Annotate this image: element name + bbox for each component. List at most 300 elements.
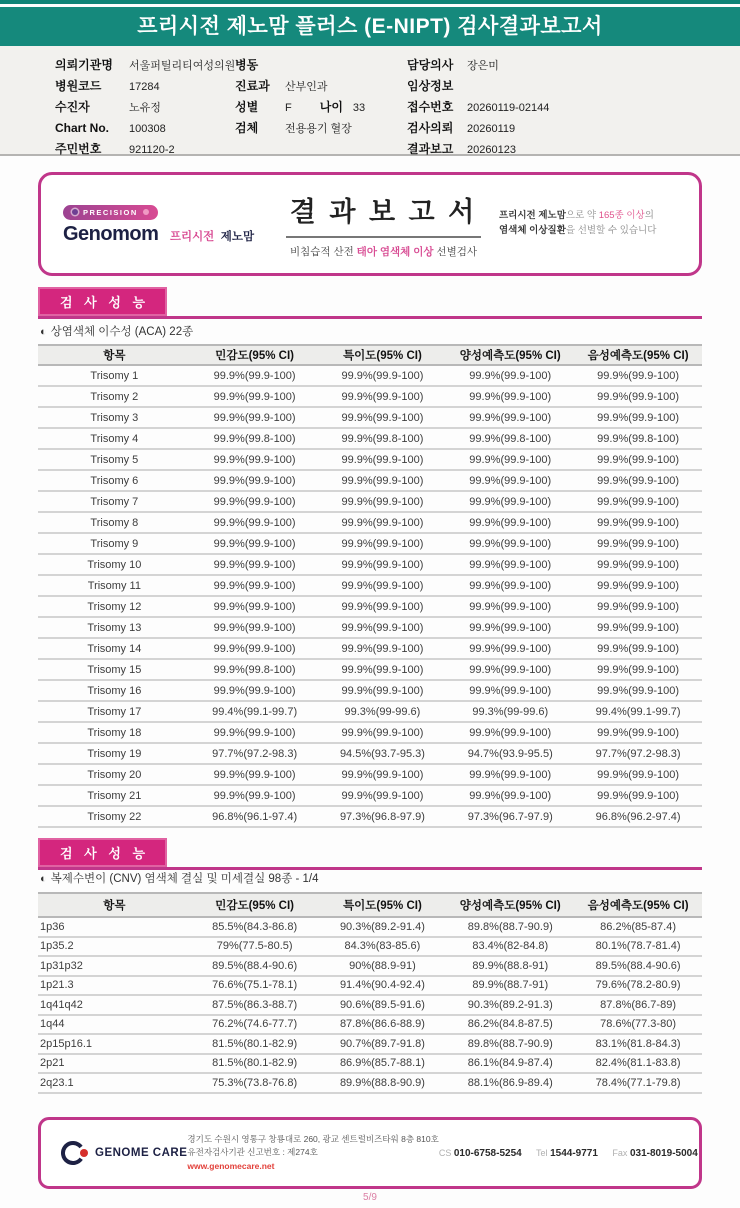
table-header-row bbox=[38, 893, 702, 917]
table-cell: 99.9%(99.9-100) bbox=[191, 470, 319, 491]
table-cell: Trisomy 16 bbox=[38, 680, 191, 701]
table-cell: 99.9%(99.9-100) bbox=[191, 785, 319, 806]
table-cell: 99.9%(99.9-100) bbox=[191, 449, 319, 470]
col-header-ppv: 양성예측도(95% CI) bbox=[446, 345, 574, 365]
table-cell: 99.9%(99.9-100) bbox=[574, 491, 702, 512]
table-row bbox=[38, 937, 702, 957]
table-cell: Trisomy 3 bbox=[38, 407, 191, 428]
brand-line bbox=[63, 223, 268, 246]
table-cell: 99.9%(99.9-100) bbox=[446, 722, 574, 743]
field-value: F bbox=[285, 102, 292, 114]
table-cell: 89.9%(88.8-90.9) bbox=[319, 1073, 447, 1093]
table-cell: 89.5%(88.4-90.6) bbox=[574, 956, 702, 976]
table-row bbox=[38, 764, 702, 785]
table-cell: 99.9%(99.9-100) bbox=[446, 491, 574, 512]
table-cell: 99.9%(99.9-100) bbox=[319, 491, 447, 512]
field-label: 병동 bbox=[235, 58, 259, 72]
tel-number: 1544-9771 bbox=[550, 1147, 598, 1159]
table-cell: 99.9%(99.9-100) bbox=[319, 575, 447, 596]
table-cell: Trisomy 19 bbox=[38, 743, 191, 764]
field-value: 20260123 bbox=[467, 144, 516, 156]
table-cell: Trisomy 7 bbox=[38, 491, 191, 512]
table-cell: 99.9%(99.9-100) bbox=[319, 533, 447, 554]
banner-title: 결 과 보 고 서 bbox=[286, 190, 481, 238]
table-cell: 99.9%(99.9-100) bbox=[574, 512, 702, 533]
table-cell: 79%(77.5-80.5) bbox=[191, 937, 319, 957]
table-header bbox=[38, 345, 702, 365]
table-cell: 99.9%(99.9-100) bbox=[319, 407, 447, 428]
table-cell: 99.9%(99.9-100) bbox=[319, 680, 447, 701]
table-cell: 87.8%(86.7-89) bbox=[574, 995, 702, 1015]
table-cell: 99.9%(99.9-100) bbox=[319, 638, 447, 659]
field-label: 성별 bbox=[235, 100, 259, 114]
table-cell: 99.9%(99.9-100) bbox=[319, 722, 447, 743]
table-cell: 99.4%(99.1-99.7) bbox=[191, 701, 319, 722]
table-cell: 99.9%(99.9-100) bbox=[191, 491, 319, 512]
patient-info-col3 bbox=[407, 55, 549, 160]
fax-number: 031-8019-5004 bbox=[629, 1147, 698, 1159]
table-cell: Trisomy 18 bbox=[38, 722, 191, 743]
table-row bbox=[38, 428, 702, 449]
field-value: 100308 bbox=[129, 123, 166, 135]
table-cell: 99.9%(99.8-100) bbox=[191, 659, 319, 680]
table-cell: 99.9%(99.9-100) bbox=[319, 554, 447, 575]
table-cell: 76.6%(75.1-78.1) bbox=[191, 976, 319, 996]
table-cell: 99.9%(99.9-100) bbox=[574, 449, 702, 470]
table-cell: 99.9%(99.9-100) bbox=[191, 554, 319, 575]
table-cell: 96.8%(96.2-97.4) bbox=[574, 806, 702, 827]
col-header-sensitivity: 민감도(95% CI) bbox=[191, 893, 319, 917]
table-row bbox=[38, 1034, 702, 1054]
table-row bbox=[38, 806, 702, 827]
field-value: 921120-2 bbox=[129, 144, 175, 156]
table-cell: 99.9%(99.9-100) bbox=[446, 533, 574, 554]
table-cell: 99.9%(99.9-100) bbox=[574, 659, 702, 680]
field-referring-org bbox=[55, 55, 235, 76]
table-row bbox=[38, 785, 702, 806]
cs-label: CS bbox=[438, 1147, 452, 1158]
col-header-specificity: 특이도(95% CI) bbox=[319, 893, 447, 917]
table-cell: 99.9%(99.9-100) bbox=[574, 470, 702, 491]
fax-label: Fax bbox=[612, 1147, 628, 1158]
table-cell: 1p31p32 bbox=[38, 956, 191, 976]
table-row bbox=[38, 365, 702, 386]
banner-subtitle-suffix: 선별검사 bbox=[433, 245, 478, 258]
field-label: 수진자 bbox=[55, 100, 90, 114]
banner-subtitle-prefix: 비침습적 산전 bbox=[289, 245, 357, 258]
section1-subtitle-text: 상염색체 이수성 (ACA) 22종 bbox=[50, 326, 194, 338]
table-cell: 99.9%(99.9-100) bbox=[319, 365, 447, 386]
field-value: 서울퍼틸리티여성의원 bbox=[129, 60, 236, 72]
genomecare-logo bbox=[59, 1138, 187, 1168]
section2-subtitle bbox=[40, 870, 319, 886]
patient-info-col2 bbox=[235, 55, 365, 139]
top-accent-line bbox=[0, 0, 740, 4]
table-cell: 90.6%(89.5-91.6) bbox=[319, 995, 447, 1015]
table-cell: 78.4%(77.1-79.8) bbox=[574, 1073, 702, 1093]
table-row bbox=[38, 659, 702, 680]
table-cell: 99.4%(99.1-99.7) bbox=[574, 701, 702, 722]
field-value: 노유정 bbox=[129, 102, 161, 114]
table-cell: 89.5%(88.4-90.6) bbox=[191, 956, 319, 976]
table-cell: Trisomy 17 bbox=[38, 701, 191, 722]
col-header-item: 항목 bbox=[38, 893, 191, 917]
table-row bbox=[38, 701, 702, 722]
table-cell: Trisomy 4 bbox=[38, 428, 191, 449]
table-cell: 2p21 bbox=[38, 1054, 191, 1074]
table-row bbox=[38, 995, 702, 1015]
report-title: 프리시전 제노맘 플러스 (E-NIPT) 검사결과보고서 bbox=[137, 15, 603, 38]
table-cell: 82.4%(81.1-83.8) bbox=[574, 1054, 702, 1074]
table-cell: Trisomy 11 bbox=[38, 575, 191, 596]
table-cell: 99.9%(99.8-100) bbox=[574, 428, 702, 449]
report-title-bar bbox=[0, 7, 740, 46]
note-bold: 염색체 이상질환 bbox=[499, 225, 566, 236]
table-cell: 86.1%(84.9-87.4) bbox=[446, 1054, 574, 1074]
genomom-brand-block bbox=[63, 202, 268, 246]
table-row bbox=[38, 617, 702, 638]
cnv-table-body bbox=[38, 917, 702, 1093]
table-cell: 99.9%(99.8-100) bbox=[319, 428, 447, 449]
footer-license: 유전자검사기관 신고번호 : 제274호 bbox=[187, 1147, 318, 1158]
badge-dot-icon bbox=[72, 209, 78, 215]
footer-panel bbox=[38, 1117, 702, 1189]
table-cell: 87.8%(86.6-88.9) bbox=[319, 1015, 447, 1035]
field-chart-no bbox=[55, 118, 235, 139]
footer-website-link[interactable]: www.genomecare.net bbox=[187, 1160, 275, 1171]
table-cell: 99.9%(99.9-100) bbox=[191, 575, 319, 596]
table-cell: Trisomy 1 bbox=[38, 365, 191, 386]
table-cell: 99.9%(99.9-100) bbox=[446, 365, 574, 386]
table-row bbox=[38, 956, 702, 976]
note-bold: 프리시전 제노맘 bbox=[499, 210, 566, 222]
brand-kr-pink: 프리시전 bbox=[169, 231, 215, 243]
table-row bbox=[38, 470, 702, 491]
table-row bbox=[38, 743, 702, 764]
table-cell: 99.9%(99.9-100) bbox=[446, 470, 574, 491]
table-row bbox=[38, 449, 702, 470]
section1-label: 검 사 성 능 bbox=[38, 287, 167, 316]
genomecare-logo-text: GENOME CARE bbox=[95, 1147, 188, 1159]
table-row bbox=[38, 407, 702, 428]
table-cell: 90.7%(89.7-91.8) bbox=[319, 1034, 447, 1054]
genomecare-logo-icon bbox=[59, 1138, 89, 1168]
footer-contact bbox=[439, 1148, 698, 1159]
table-row bbox=[38, 638, 702, 659]
table-cell: Trisomy 2 bbox=[38, 386, 191, 407]
table-cell: 86.2%(85-87.4) bbox=[574, 917, 702, 937]
brand-kr-dark: 제노맘 bbox=[220, 231, 255, 243]
table-row bbox=[38, 1015, 702, 1035]
table-cell: 99.9%(99.9-100) bbox=[574, 785, 702, 806]
table-cell: 1q41q42 bbox=[38, 995, 191, 1015]
field-sex-age bbox=[235, 97, 365, 118]
field-patient-name bbox=[55, 97, 235, 118]
field-value: 33 bbox=[352, 102, 366, 114]
table-cell: 83.4%(82-84.8) bbox=[446, 937, 574, 957]
table-cell: 99.9%(99.9-100) bbox=[191, 764, 319, 785]
table-cell: 99.9%(99.9-100) bbox=[191, 365, 319, 386]
table-cell: 99.9%(99.9-100) bbox=[191, 617, 319, 638]
table-cell: 89.8%(88.7-90.9) bbox=[446, 917, 574, 937]
table-cell: 90%(88.9-91) bbox=[319, 956, 447, 976]
table-cell: 99.9%(99.9-100) bbox=[574, 386, 702, 407]
field-department bbox=[235, 76, 365, 97]
table-cell: 75.3%(73.8-76.8) bbox=[191, 1073, 319, 1093]
field-value: 전용용기 혈장 bbox=[285, 123, 352, 135]
note-text: 을 선별할 수 있습니다 bbox=[565, 225, 657, 236]
table-cell: 1p35.2 bbox=[38, 937, 191, 957]
table-cell: 97.7%(97.2-98.3) bbox=[191, 743, 319, 764]
table-cell: 99.9%(99.8-100) bbox=[191, 428, 319, 449]
banner-right-note bbox=[499, 209, 677, 238]
table-cell: 94.7%(93.9-95.5) bbox=[446, 743, 574, 764]
table-cell: 87.5%(86.3-88.7) bbox=[191, 995, 319, 1015]
table-cell: 99.9%(99.9-100) bbox=[319, 386, 447, 407]
banner-subtitle-highlight: 태아 염색체 이상 bbox=[356, 245, 434, 258]
brand-logo-text: Genomom bbox=[63, 223, 159, 245]
aca-table-body bbox=[38, 365, 702, 827]
table-cell: 90.3%(89.2-91.3) bbox=[446, 995, 574, 1015]
field-hospital-code bbox=[55, 76, 235, 97]
table-row bbox=[38, 575, 702, 596]
field-label: 담당의사 bbox=[407, 58, 454, 72]
table-row bbox=[38, 386, 702, 407]
table-cell: 99.9%(99.9-100) bbox=[446, 386, 574, 407]
table-cell: 78.6%(77.3-80) bbox=[574, 1015, 702, 1035]
field-label: 병원코드 bbox=[55, 79, 102, 93]
table-header-row bbox=[38, 345, 702, 365]
table-cell: Trisomy 9 bbox=[38, 533, 191, 554]
table-cell: 99.9%(99.9-100) bbox=[446, 764, 574, 785]
table-cell: 81.5%(80.1-82.9) bbox=[191, 1054, 319, 1074]
table-cell: 84.3%(83-85.6) bbox=[319, 937, 447, 957]
table-cell: 99.9%(99.9-100) bbox=[574, 365, 702, 386]
table-cell: Trisomy 13 bbox=[38, 617, 191, 638]
table-cell: 99.9%(99.9-100) bbox=[191, 386, 319, 407]
section1-subtitle bbox=[40, 323, 193, 339]
report-banner bbox=[38, 172, 702, 276]
footer-address: 경기도 수원시 영통구 창룡대로 260, 광교 센트럴비즈타워 8층 810호 bbox=[187, 1133, 439, 1144]
table-cell: 99.9%(99.9-100) bbox=[446, 680, 574, 701]
table-row bbox=[38, 1054, 702, 1074]
table-cell: 83.1%(81.8-84.3) bbox=[574, 1034, 702, 1054]
table-cell: 94.5%(93.7-95.3) bbox=[319, 743, 447, 764]
field-clinical-info bbox=[407, 76, 549, 97]
section2-label: 검 사 성 능 bbox=[38, 838, 167, 867]
table-cell: 99.9%(99.9-100) bbox=[191, 596, 319, 617]
half-circle-bullet-icon: ◐ bbox=[40, 873, 47, 885]
table-cell: 99.9%(99.9-100) bbox=[446, 554, 574, 575]
field-label: 결과보고 bbox=[407, 142, 454, 156]
table-cell: 99.9%(99.9-100) bbox=[319, 659, 447, 680]
table-row bbox=[38, 976, 702, 996]
table-cell: 99.9%(99.9-100) bbox=[574, 533, 702, 554]
table-cell: 99.9%(99.9-100) bbox=[191, 722, 319, 743]
field-label: 주민번호 bbox=[55, 142, 102, 156]
table-cell: 1p36 bbox=[38, 917, 191, 937]
table-row bbox=[38, 491, 702, 512]
table-cell: 99.3%(99-99.6) bbox=[446, 701, 574, 722]
cnv-performance-table bbox=[38, 892, 702, 1094]
table-cell: 99.9%(99.9-100) bbox=[191, 638, 319, 659]
field-value: 산부인과 bbox=[285, 81, 328, 93]
table-cell: 99.3%(99-99.6) bbox=[319, 701, 447, 722]
table-cell: 89.8%(88.7-90.9) bbox=[446, 1034, 574, 1054]
patient-info-panel bbox=[0, 46, 740, 156]
table-cell: 99.9%(99.9-100) bbox=[446, 407, 574, 428]
field-label: Chart No. bbox=[55, 121, 109, 135]
field-specimen bbox=[235, 118, 365, 139]
col-header-sensitivity: 민감도(95% CI) bbox=[191, 345, 319, 365]
field-receipt-no bbox=[407, 97, 549, 118]
table-cell: 97.7%(97.2-98.3) bbox=[574, 743, 702, 764]
table-cell: Trisomy 12 bbox=[38, 596, 191, 617]
table-row bbox=[38, 917, 702, 937]
section1-header bbox=[38, 287, 702, 319]
table-row bbox=[38, 1073, 702, 1093]
table-row bbox=[38, 554, 702, 575]
col-header-item: 항목 bbox=[38, 345, 191, 365]
table-cell: Trisomy 5 bbox=[38, 449, 191, 470]
table-cell: 99.9%(99.9-100) bbox=[574, 407, 702, 428]
table-cell: Trisomy 21 bbox=[38, 785, 191, 806]
table-cell: 99.9%(99.8-100) bbox=[446, 428, 574, 449]
field-label: 접수번호 bbox=[407, 100, 454, 114]
table-cell: 86.2%(84.8-87.5) bbox=[446, 1015, 574, 1035]
table-cell: 99.9%(99.9-100) bbox=[319, 785, 447, 806]
table-row bbox=[38, 533, 702, 554]
field-resident-no bbox=[55, 139, 235, 160]
precision-badge bbox=[63, 205, 158, 220]
col-header-npv: 음성예측도(95% CI) bbox=[574, 893, 702, 917]
field-label: 임상정보 bbox=[407, 79, 454, 93]
table-cell: 97.3%(96.8-97.9) bbox=[319, 806, 447, 827]
field-label: 의뢰기관명 bbox=[55, 58, 113, 72]
table-cell: 99.9%(99.9-100) bbox=[319, 470, 447, 491]
banner-subtitle bbox=[268, 244, 499, 259]
table-cell: 99.9%(99.9-100) bbox=[574, 617, 702, 638]
table-cell: Trisomy 15 bbox=[38, 659, 191, 680]
table-cell: Trisomy 8 bbox=[38, 512, 191, 533]
table-cell: 99.9%(99.9-100) bbox=[319, 764, 447, 785]
col-header-ppv: 양성예측도(95% CI) bbox=[446, 893, 574, 917]
table-cell: 99.9%(99.9-100) bbox=[574, 638, 702, 659]
table-cell: 99.9%(99.9-100) bbox=[319, 449, 447, 470]
note-text: 으로 약 bbox=[565, 210, 599, 222]
table-row bbox=[38, 512, 702, 533]
section2-header bbox=[38, 838, 702, 870]
table-cell: 89.9%(88.7-91) bbox=[446, 976, 574, 996]
table-cell: 99.9%(99.9-100) bbox=[191, 533, 319, 554]
table-cell: 99.9%(99.9-100) bbox=[446, 512, 574, 533]
table-cell: 99.9%(99.9-100) bbox=[574, 764, 702, 785]
table-cell: 99.9%(99.9-100) bbox=[446, 449, 574, 470]
page-number: 5/9 bbox=[363, 1192, 377, 1203]
section2-subtitle-text: 복제수변이 (CNV) 염색체 결실 및 미세결실 98종 - 1/4 bbox=[50, 873, 319, 885]
table-cell: 86.9%(85.7-88.1) bbox=[319, 1054, 447, 1074]
table-cell: 97.3%(96.7-97.9) bbox=[446, 806, 574, 827]
table-cell: 90.3%(89.2-91.4) bbox=[319, 917, 447, 937]
table-cell: 81.5%(80.1-82.9) bbox=[191, 1034, 319, 1054]
table-cell: 99.9%(99.9-100) bbox=[191, 407, 319, 428]
aca-performance-table bbox=[38, 344, 702, 828]
field-report-date bbox=[407, 139, 549, 160]
table-cell: 99.9%(99.9-100) bbox=[446, 638, 574, 659]
table-cell: 99.9%(99.9-100) bbox=[574, 680, 702, 701]
table-cell: Trisomy 10 bbox=[38, 554, 191, 575]
note-highlight: 165종 이상 bbox=[598, 210, 645, 222]
table-cell: 99.9%(99.9-100) bbox=[446, 575, 574, 596]
table-cell: 99.9%(99.9-100) bbox=[574, 596, 702, 617]
table-cell: 99.9%(99.9-100) bbox=[574, 722, 702, 743]
table-cell: 99.9%(99.9-100) bbox=[319, 512, 447, 533]
field-request-date bbox=[407, 118, 549, 139]
table-cell: 79.6%(78.2-80.9) bbox=[574, 976, 702, 996]
table-cell: 2p15p16.1 bbox=[38, 1034, 191, 1054]
table-cell: Trisomy 6 bbox=[38, 470, 191, 491]
col-header-npv: 음성예측도(95% CI) bbox=[574, 345, 702, 365]
field-label: 검체 bbox=[235, 121, 259, 135]
field-value: 20260119 bbox=[467, 123, 516, 135]
field-doctor bbox=[407, 55, 549, 76]
table-cell: 91.4%(90.4-92.4) bbox=[319, 976, 447, 996]
table-cell: 99.9%(99.9-100) bbox=[319, 617, 447, 638]
table-cell: 99.9%(99.9-100) bbox=[574, 554, 702, 575]
table-cell: 88.1%(86.9-89.4) bbox=[446, 1073, 574, 1093]
table-cell: 99.9%(99.9-100) bbox=[446, 617, 574, 638]
note-text: 의 bbox=[644, 210, 654, 222]
banner-center bbox=[268, 190, 499, 259]
table-cell: 2q23.1 bbox=[38, 1073, 191, 1093]
field-value: 20260119-02144 bbox=[467, 102, 550, 114]
table-cell: Trisomy 14 bbox=[38, 638, 191, 659]
table-cell: 99.9%(99.9-100) bbox=[574, 575, 702, 596]
cs-number: 010-6758-5254 bbox=[453, 1147, 522, 1159]
footer-address-block bbox=[187, 1133, 438, 1174]
field-label: 검사의뢰 bbox=[407, 121, 454, 135]
table-cell: 99.9%(99.9-100) bbox=[319, 596, 447, 617]
table-cell: 99.9%(99.9-100) bbox=[446, 596, 574, 617]
table-row bbox=[38, 596, 702, 617]
field-value: 장은미 bbox=[467, 60, 499, 72]
table-cell: 99.9%(99.9-100) bbox=[446, 785, 574, 806]
patient-info-col1 bbox=[55, 55, 235, 160]
col-header-specificity: 특이도(95% CI) bbox=[319, 345, 447, 365]
table-row bbox=[38, 722, 702, 743]
field-ward bbox=[235, 55, 365, 76]
table-cell: 96.8%(96.1-97.4) bbox=[191, 806, 319, 827]
table-header bbox=[38, 893, 702, 917]
precision-badge-label: PRECISION bbox=[83, 207, 138, 217]
table-cell: 99.9%(99.9-100) bbox=[191, 680, 319, 701]
table-cell: 76.2%(74.6-77.7) bbox=[191, 1015, 319, 1035]
badge-dot-icon bbox=[143, 209, 149, 215]
table-cell: 89.9%(88.8-91) bbox=[446, 956, 574, 976]
table-cell: 85.5%(84.3-86.8) bbox=[191, 917, 319, 937]
table-cell: 99.9%(99.9-100) bbox=[446, 659, 574, 680]
table-cell: 1p21.3 bbox=[38, 976, 191, 996]
table-cell: 99.9%(99.9-100) bbox=[191, 512, 319, 533]
half-circle-bullet-icon: ◐ bbox=[40, 326, 47, 338]
table-cell: 1q44 bbox=[38, 1015, 191, 1035]
tel-label: Tel bbox=[536, 1147, 548, 1158]
table-cell: Trisomy 20 bbox=[38, 764, 191, 785]
field-label: 나이 bbox=[319, 100, 343, 114]
table-cell: 80.1%(78.7-81.4) bbox=[574, 937, 702, 957]
table-cell: Trisomy 22 bbox=[38, 806, 191, 827]
field-value: 17284 bbox=[129, 81, 160, 93]
